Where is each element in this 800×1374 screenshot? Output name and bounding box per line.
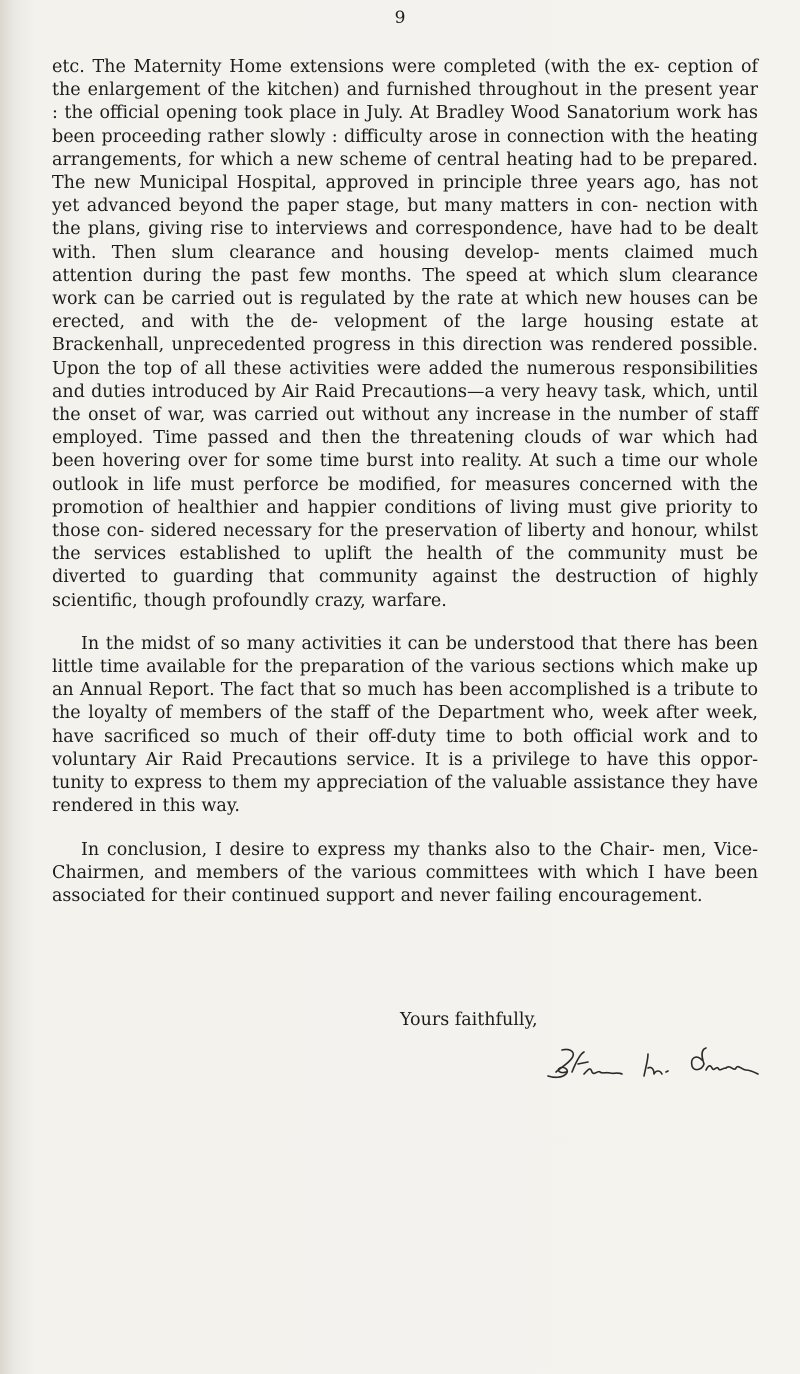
closing-salutation: Yours faithfully, [400, 1010, 538, 1030]
letter-body [52, 56, 758, 908]
paragraph-conclusion-thanks: In conclusion, I desire to express my thanks also to the Chair- men, Vice-Chairmen, and members of the various committees with which I have been associated for their continued support and never failing encouragement. [52, 839, 758, 906]
paragraph-progress-report: etc. The Maternity Home extensions were completed (with the ex- ception of the enlargement of the kitchen) and furnished throughout in the present year : the official opening took place in July. At Bradley Wood Sanatorium work has been proceeding rather slowly : difficulty arose in connection with the heating arrangements, for which a new scheme of central heating had to be prepared. The new Municipal Hospital, approved in principle three years ago, has not yet advanced beyond the paper stage, but many matters in con- nection with the plans, giving rise to interviews and correspondence, have had to be dealt with. Then slum clearance and housing develop- ments claimed much attention during the past few months. The speed at which slum clearance work can be carried out is regulated by the rate at which new houses can be erected, and with the de- velopment of the large housing estate at Brackenhall, unprecedented progress in this direction was rendered possible. Upon the top of all these activities were added the numerous responsibilities and duties introduced by Air Raid Precautions—a very heavy task, which, until the onset of war, was carried out without any increase in the number of staff employed. Time passed and then the threatening clouds of war which had been hovering over for some time burst into reality. At such a time our whole outlook in life must perforce be modified, for measures concerned with the promotion of healthier and happier conditions of living must give priority to those con- sidered necessary for the preservation of liberty and honour, whilst the services established to uplift the health of the community must be diverted to guarding that community against the destruction of highly scientific, though profoundly crazy, warfare. [52, 57, 758, 611]
page-number: 9 [394, 8, 406, 28]
paragraph-staff-tribute: In the midst of so many activities it can be understood that there has been little time available for the preparation of the various sections which make up an Annual Report. The fact that so much has been accomplished is a tribute to the loyalty of members of the staff of the Department who, week after week, have sacrificed so much of their off-duty time to both official work and to voluntary Air Raid Precautions service. It is a privilege to have this oppor- tunity to express to them my appreciation of the valuable assistance they have rendered in this way. [52, 633, 758, 817]
handwritten-signature [544, 1042, 764, 1086]
